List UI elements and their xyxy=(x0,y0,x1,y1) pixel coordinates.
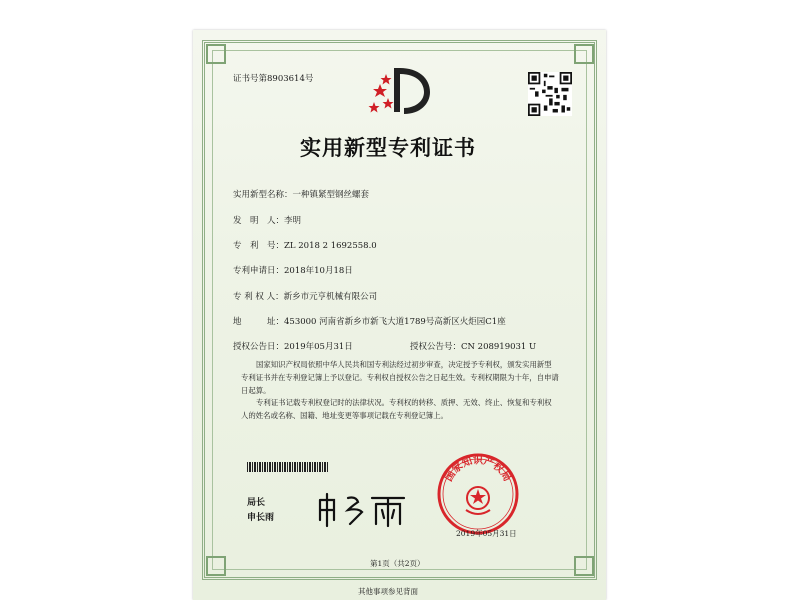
field-label-name: 实用新型名称： xyxy=(233,190,293,200)
field-label-patentee: 专 利 权 人： xyxy=(233,292,284,302)
field-value-grant-number: CN 208919031 U xyxy=(461,342,537,352)
field-value-inventor: 李明 xyxy=(284,216,302,226)
corner-ornament xyxy=(206,44,226,64)
grant-statement-paragraph: 国家知识产权局依照中华人民共和国专利法经过初步审查，决定授予专利权，颁发实用新型专利证书并在专利登记簿上予以登记。专利权自授权公告之日起生效。专利权期限为十年，自申请日起算。 xyxy=(241,360,559,395)
field-label-inventor: 发 明 人： xyxy=(233,216,285,226)
director-title: 局长 xyxy=(247,498,266,508)
seal-text: 国家知识产权局 xyxy=(443,455,513,484)
field-value-name: 一种镇紧型钢丝螺套 xyxy=(292,190,370,200)
field-value-address: 453000 河南省新乡市新飞大道1789号高新区火炬园C1座 xyxy=(284,317,506,327)
corner-ornament xyxy=(574,556,594,576)
patent-logo-icon xyxy=(366,62,436,118)
field-value-filing-date: 2018年10月18日 xyxy=(284,266,353,276)
signature-icon xyxy=(314,490,410,530)
certificate-number: 证书号第8903614号 xyxy=(233,74,314,84)
corner-ornament xyxy=(574,44,594,64)
field-label-filing-date: 专利申请日： xyxy=(233,266,285,276)
certificate-title: 实用新型专利证书 xyxy=(300,135,476,160)
field-value-grant-date: 2019年05月31日 xyxy=(284,342,353,352)
legal-status-paragraph: 专利证书记载专利权登记时的法律状况。专利权的转移、质押、无效、终止、恢复和专利权人的姓名或名称、国籍、地址变更等事项记载在专利登记簿上。 xyxy=(241,398,552,420)
field-label-grant-date: 授权公告日： xyxy=(233,342,285,352)
field-value-patent-number: ZL 2018 2 1692558.0 xyxy=(284,241,377,251)
seal-date: 2019年05月31日 xyxy=(456,529,517,538)
footer-note: 其他事项参见背面 xyxy=(358,587,418,596)
field-value-patentee: 新乡市元亨机械有限公司 xyxy=(283,292,378,302)
field-label-patent-number: 专 利 号： xyxy=(233,241,285,251)
svg-text:国家知识产权局 xyxy=(442,453,514,483)
director-name: 申长雨 xyxy=(247,513,275,523)
corner-ornament xyxy=(206,556,226,576)
field-label-grant-number: 授权公告号： xyxy=(410,342,462,352)
barcode-icon xyxy=(247,462,329,472)
field-label-address: 地 址： xyxy=(233,317,285,327)
page-info: 第1页（共2页） xyxy=(370,559,425,568)
official-seal-icon xyxy=(436,452,520,536)
qr-code-icon xyxy=(528,72,572,116)
